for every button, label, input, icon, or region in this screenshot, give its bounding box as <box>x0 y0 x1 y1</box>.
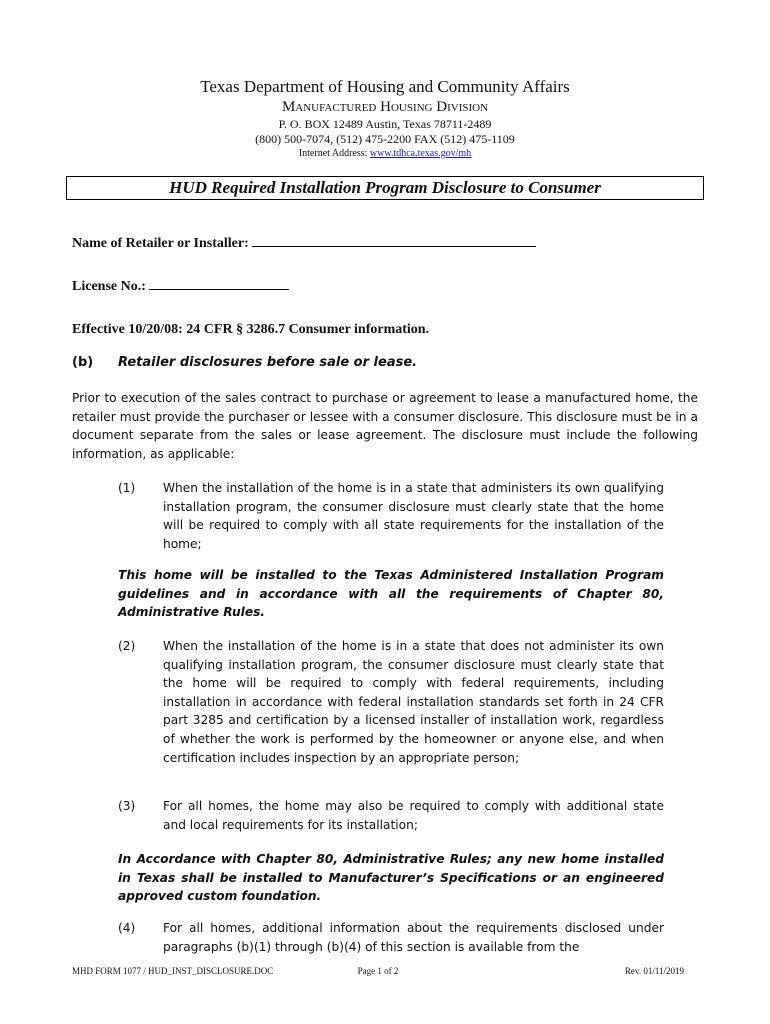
item-number: (4) <box>118 921 136 935</box>
manufacturer-spec-statement: In Accordance with Chapter 80, Administrative Rules; any new home installed in Texas shall be installed to Manufacturer’s Specifications or an engineered approved custom foundation. <box>118 852 664 904</box>
section-b-title: Retailer disclosures before sale or lease. <box>118 355 418 370</box>
list-item <box>118 479 664 553</box>
list-item <box>118 797 664 834</box>
page-number: Page 1 of 2 <box>357 966 399 976</box>
texas-installation-statement: This home will be installed to the Texas Administered Installation Program guidelines and in accordance with all the requirements of Chapter 80, Administrative Rules. <box>118 568 664 620</box>
agency-name: Texas Department of Housing and Community Affairs <box>200 77 570 96</box>
retailer-field <box>72 232 536 252</box>
internet-link[interactable]: www.tdhca.texas.gov/mh <box>369 148 472 159</box>
form-number: MHD FORM 1077 / HUD_INST_DISCLOSURE.DOC <box>72 966 274 976</box>
item-text: When the installation of the home is in a state that administers its own qualifying installation program, the consumer disclosure must clearly state that the home will be required to comply with all state requirements for the installation of the home; <box>163 481 664 551</box>
section-b-label: (b) <box>72 355 94 370</box>
internet-address <box>0 147 770 160</box>
internet-label: Internet Address: <box>298 148 368 159</box>
section-b-heading <box>72 355 417 370</box>
revision-date: Rev. 01/11/2019 <box>624 966 684 976</box>
license-blank[interactable] <box>149 275 289 290</box>
retailer-blank[interactable] <box>252 232 536 247</box>
letterhead <box>0 76 770 160</box>
mailing-address: P. O. BOX 12489 Austin, Texas 78711-2489 <box>278 117 492 131</box>
division-name: Manufactured Housing Division <box>281 99 489 115</box>
form-title: HUD Required Installation Program Disclosure to Consumer <box>66 176 704 200</box>
phone-numbers: (800) 500-7074, (512) 475-2200 FAX (512) 475-1109 <box>255 132 515 146</box>
retailer-label: Name of Retailer or Installer: <box>72 236 249 251</box>
item-text: For all homes, additional information about the requirements disclosed under paragraphs (b)(1) through (b)(4) of this section is available from the <box>163 921 664 954</box>
list-item <box>118 919 664 956</box>
item-text: For all homes, the home may also be required to comply with additional state and local requirements for its installation; <box>163 799 664 832</box>
license-label: License No.: <box>72 279 146 294</box>
item-text: When the installation of the home is in a state that does not administer its own qualifying installation program, the consumer disclosure must clearly state that the home will be required to comply with federal requirements, including installation in accordance with federal installation standards set forth in 24 CFR part 3285 and certification by a licensed installer of installation work, regardless of whether the work is performed by the homeowner or anyone else, and when certification includes inspection by an appropriate person; <box>163 639 664 765</box>
item-number: (2) <box>118 639 136 653</box>
item-number: (3) <box>118 799 136 813</box>
list-item <box>118 637 664 767</box>
item-number: (1) <box>118 481 136 495</box>
license-field <box>72 275 289 295</box>
intro-paragraph: Prior to execution of the sales contract to purchase or agreement to lease a manufactured home, the retailer must provide the purchaser or lessee with a consumer disclosure. This disclosure must be in a document separate from the sales or lease agreement. The disclosure must include the following information, as applicable: <box>72 391 698 461</box>
effective-citation: Effective 10/20/08: 24 CFR § 3286.7 Consumer information. <box>72 322 430 337</box>
